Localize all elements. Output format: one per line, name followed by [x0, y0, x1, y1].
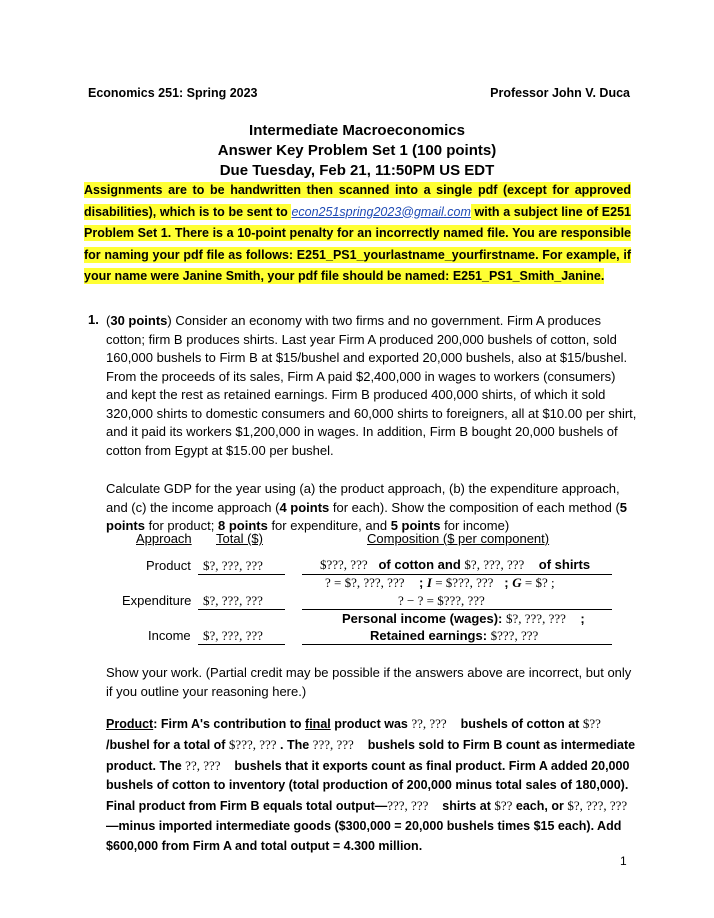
retained-label: Retained earnings: [370, 628, 491, 643]
expenditure-line-2: ? − ? = $???, ??? [398, 593, 485, 608]
answer-line [198, 644, 285, 645]
assignment-title: Answer Key Problem Set 1 (100 points) [217, 142, 497, 159]
cotton-label: of cotton and [378, 557, 461, 572]
calc-points: 8 points [217, 518, 268, 533]
shirts-value: $?, ???, ??? [464, 557, 525, 572]
answer-line [302, 644, 612, 645]
wages-label: Personal income (wages): [342, 611, 506, 626]
answer-blank: ??, ??? [185, 757, 221, 773]
calc-text: for expenditure, and [267, 518, 391, 533]
question-points: 30 points [110, 313, 168, 328]
question-body [106, 312, 638, 460]
answer-text: shirts at [438, 799, 495, 814]
header-total: Total ($) [216, 531, 263, 546]
answer-blank: ??, ??? [411, 716, 447, 731]
expenditure-line-1 [325, 575, 555, 591]
answer-blank: $?? [494, 798, 513, 814]
expenditure-total: $?, ???, ??? [203, 593, 263, 608]
notice-text-1: Assignments are to be handwritten then scanned into a single pdf (except for approved disabilities), which is to be sent to [84, 183, 631, 219]
exp-i-symbol: I [426, 575, 432, 590]
exp-i: = $???, ??? [431, 575, 494, 590]
product-answer-label: Product [106, 717, 154, 731]
professor-header: Professor John V. Duca [490, 86, 630, 100]
question-text: ) Consider an economy with two firms and no government. Firm A produces cotton; firm B produces shirts. Last year Firm A produced 200,000 bushels of cotton, sold 160,000 bushels to Firm B at $15/bushel and exported 20,000 bushels, also at $15/bushel. From the proceeds of its sales, Firm A paid $2,400,000 in wages to workers (consumers) and kept the rest as retained earnings. Firm B produced 400,000 shirts, of which it sold 320,000 shirts to domestic consumers and 60,000 shirts to foreigners, all at $10.00 per shirt, and it paid its workers $1,200,000 in wages. In addition, Firm B bought 20,000 bushels of cotton from Egypt at $15.00 per bushel. [106, 313, 637, 458]
answer-text: bushels that it exports count as final product. Firm A added 20,000 bushels of cotton to inventory (total production of 200,000 minus total sales of 180,000). Final product from Firm B equals total output— [106, 758, 630, 814]
calc-points: 5 points [390, 518, 441, 533]
answer-text: each, or [512, 799, 568, 814]
product-total: $?, ???, ??? [203, 558, 263, 573]
email-link[interactable]: econ251spring2023@gmail.com [291, 204, 471, 219]
exp-c: ? = $?, ???, ??? [325, 575, 405, 590]
sep: ; [418, 575, 427, 590]
header-approach: Approach [136, 531, 192, 546]
due-date: Due Tuesday, Feb 21, 11:50PM US EDT [219, 162, 495, 179]
answer-line [198, 574, 285, 575]
product-composition [320, 557, 590, 573]
calc-text: Calculate GDP for the year using (a) the product approach, (b) the expenditure approach, and (c) the income approach ( [106, 481, 620, 515]
sep: ; [580, 611, 585, 626]
answer-text-underlined: final [305, 717, 331, 731]
answer-blank: $???, ??? [228, 736, 277, 752]
income-total: $?, ???, ??? [203, 628, 263, 643]
shirts-label: of shirts [538, 557, 591, 572]
show-work-instructions: Show your work. (Partial credit may be possible if the answers above are incorrect, but only if you outline your reasoning here.) [106, 665, 632, 699]
product-answer [106, 714, 638, 857]
calc-text: for product; [145, 518, 218, 533]
answer-text: —minus imported intermediate goods ($300,000 = 20,000 bushels times $15 each). Add $600,000 from Firm A and total output = 4.300 million. [106, 818, 622, 853]
calc-text: for each). Show the composition of each method ( [329, 499, 620, 515]
income-line-2 [370, 628, 538, 644]
calculation-instructions [106, 480, 638, 536]
wages-value: $?, ???, ??? [506, 611, 566, 626]
income-line-1 [342, 611, 585, 627]
submission-notice [84, 180, 631, 288]
row-label-expenditure: Expenditure [122, 593, 192, 608]
sep: ; [504, 575, 513, 590]
cotton-value: $???, ??? [320, 557, 368, 572]
answer-text: : Firm A's contribution to [153, 717, 306, 731]
course-title: Intermediate Macroeconomics [249, 122, 465, 139]
answer-blank: ???, ??? [387, 798, 429, 814]
answer-blank: $?, ???, ??? [567, 798, 628, 814]
calc-points: 4 points [279, 499, 330, 515]
paren: ( [106, 313, 111, 328]
answer-text: . The [276, 737, 313, 752]
exp-g: = $? ; [521, 575, 555, 590]
page-number: 1 [620, 854, 627, 868]
notice-text-2: with a subject line of E251 Problem Set 1. There is a 10-point penalty for an incorrectly named file. You are responsible for naming your pdf file as follows: E251_PS1_yourlastname_yourfirstname. For example, if your name were Janine Smith, your pdf file should be named: E251_PS1_Smith_Janine. [84, 204, 631, 283]
answer-line [198, 609, 285, 610]
answer-blank: $?? [582, 716, 601, 731]
answer-text: bushels of cotton at [457, 717, 583, 731]
answer-line [302, 609, 612, 610]
exp-g-symbol: G [512, 575, 522, 590]
row-label-product: Product [146, 558, 191, 573]
retained-value: $???, ??? [490, 628, 539, 643]
answer-text: /bushel for a total of [106, 737, 229, 752]
answer-blank: ???, ??? [312, 736, 354, 752]
header-composition: Composition ($ per component) [367, 531, 550, 546]
answer-text: bushels sold to Firm B count as intermediate product. The [106, 737, 636, 773]
course-header: Economics 251: Spring 2023 [88, 86, 258, 100]
answer-text: product was [330, 717, 412, 731]
question-number: 1. [88, 312, 99, 327]
row-label-income: Income [148, 628, 191, 643]
calc-points: 5 points [106, 499, 628, 533]
calc-text: for income) [440, 518, 510, 533]
